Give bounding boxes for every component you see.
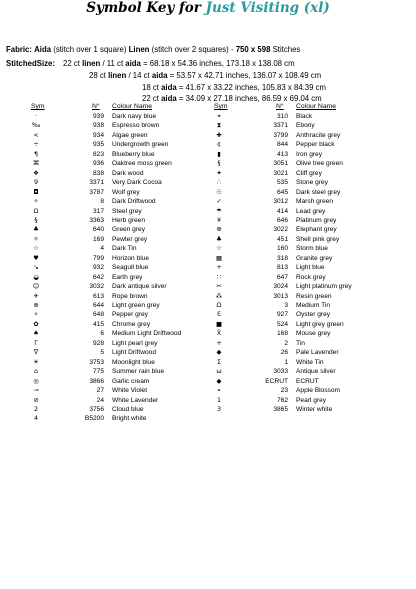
table-row bbox=[0, 329, 416, 338]
colour-name-right: Mouse grey bbox=[296, 330, 331, 338]
colour-name-left: Algae green bbox=[112, 131, 148, 139]
table-row bbox=[0, 348, 416, 357]
header-sym-left: Sym bbox=[31, 103, 45, 110]
table-row bbox=[0, 244, 416, 253]
thread-number-left: 24 bbox=[96, 396, 104, 404]
symbol-right: ∴ bbox=[216, 178, 222, 187]
fabric-aida: Aida bbox=[34, 45, 52, 54]
colour-name-left: Chrome grey bbox=[112, 320, 151, 328]
table-row bbox=[0, 140, 416, 149]
thread-number-left: 27 bbox=[96, 387, 104, 395]
colour-name-right: Stone grey bbox=[296, 179, 328, 187]
thread-number-right: 3022 bbox=[273, 226, 288, 234]
colour-name-right: Cliff grey bbox=[296, 169, 322, 177]
symbol-left: ⌘ bbox=[32, 159, 40, 168]
thread-number-left: 799 bbox=[92, 254, 104, 262]
thread-number-left: 4 bbox=[100, 245, 104, 253]
thread-number-left: 3363 bbox=[89, 216, 104, 224]
size-line bbox=[142, 83, 326, 92]
thread-number-left: 3756 bbox=[89, 405, 104, 413]
colour-name-left: Blueberry blue bbox=[112, 150, 155, 158]
symbol-right: ⌖ bbox=[217, 112, 221, 120]
size-count: 22 ct bbox=[142, 94, 159, 103]
thread-number-left: 8 bbox=[100, 198, 104, 206]
symbol-left: · bbox=[34, 112, 38, 120]
colour-name-left: Pepper grey bbox=[112, 311, 148, 319]
symbol-left: ✧ bbox=[33, 197, 39, 206]
thread-number-left: 3032 bbox=[89, 283, 104, 291]
table-row bbox=[0, 358, 416, 367]
table-row bbox=[0, 377, 416, 386]
symbol-right: § bbox=[217, 159, 221, 168]
colour-name-right: Elephant grey bbox=[296, 226, 337, 234]
thread-number-right: ECRUT bbox=[265, 377, 288, 385]
thread-number-left: 3866 bbox=[89, 377, 104, 385]
size-aida: aida bbox=[125, 59, 141, 68]
table-row bbox=[0, 216, 416, 225]
colour-name-right: Lead grey bbox=[296, 207, 326, 215]
symbol-left: ✈ bbox=[33, 291, 39, 300]
colour-name-left: Dark Tin bbox=[112, 245, 137, 253]
colour-name-left: Very Dark Cocoa bbox=[112, 179, 162, 187]
colour-name-left: Cloud blue bbox=[112, 405, 144, 413]
size-line bbox=[89, 71, 321, 80]
thread-number-right: 413 bbox=[276, 150, 288, 158]
thread-number-left: 642 bbox=[92, 273, 104, 281]
symbol-left: ∇ bbox=[33, 348, 39, 357]
symbol-left: ✿ bbox=[33, 319, 39, 328]
colour-name-left: Seagull blue bbox=[112, 264, 149, 272]
symbol-right: 3 bbox=[216, 404, 222, 413]
symbol-right: Ɛ bbox=[217, 310, 221, 319]
header-name-right: Colour Name bbox=[296, 103, 337, 110]
symbol-right: ¢ bbox=[216, 140, 222, 149]
symbol-left: ♣ bbox=[33, 225, 39, 234]
colour-name-right: Apple Blossom bbox=[296, 387, 340, 395]
size-line bbox=[63, 59, 295, 68]
colour-name-left: Light pearl grey bbox=[112, 339, 158, 347]
colour-name-right: Shell pink grey bbox=[296, 235, 340, 243]
symbol-right: ▦ bbox=[215, 253, 223, 262]
thread-number-right: 813 bbox=[276, 264, 288, 272]
thread-number-right: 168 bbox=[276, 330, 288, 338]
colour-name-right: Pearl grey bbox=[296, 396, 327, 404]
thread-number-right: 927 bbox=[276, 311, 288, 319]
symbol-right: ¥ bbox=[216, 215, 222, 224]
thread-number-right: 762 bbox=[276, 396, 288, 404]
size-slash: / 14 ct bbox=[128, 71, 150, 80]
symbol-left: § bbox=[34, 215, 38, 224]
colour-name-right: Platinum grey bbox=[296, 216, 337, 224]
colour-name-right: Antique silver bbox=[296, 368, 336, 376]
table-row bbox=[0, 386, 416, 395]
symbol-left: ◘ bbox=[33, 187, 39, 196]
fabric-sep: - bbox=[230, 45, 234, 54]
table-row bbox=[0, 178, 416, 187]
symbol-right: ✂ bbox=[216, 282, 222, 291]
thread-number-right: 2 bbox=[284, 339, 288, 347]
fabric-linen-note: (stitch over 2 squares) bbox=[151, 45, 229, 54]
colour-name-right: Medium Tin bbox=[296, 302, 331, 309]
symbol-left: ☼ bbox=[33, 234, 39, 243]
size-line bbox=[142, 94, 322, 103]
thread-number-right: 3033 bbox=[273, 368, 288, 376]
table-row bbox=[0, 225, 416, 234]
symbol-right: ⊕ bbox=[216, 225, 222, 234]
colour-name-right: Pale Lavender bbox=[296, 349, 339, 357]
colour-name-left: Horizon blue bbox=[112, 254, 150, 262]
thread-number-left: 5 bbox=[100, 349, 104, 357]
colour-name-left: Garlic cream bbox=[112, 377, 150, 385]
thread-number-right: 3799 bbox=[273, 131, 288, 139]
colour-name-right: ECRUT bbox=[296, 377, 319, 385]
size-count: 18 ct bbox=[142, 83, 159, 92]
table-row bbox=[0, 169, 416, 178]
colour-name-left: Light Driftwood bbox=[112, 349, 156, 357]
thread-number-right: 160 bbox=[276, 245, 288, 253]
size-dims: = 41.67 x 33.22 inches, 105.83 x 84.39 cm bbox=[178, 83, 327, 92]
title-pattern-name: Just Visiting (xl) bbox=[205, 0, 330, 16]
thread-number-left: 640 bbox=[92, 226, 104, 234]
colour-name-right: Granite grey bbox=[296, 254, 333, 262]
thread-number-right: 646 bbox=[276, 216, 288, 224]
colour-name-left: Earth grey bbox=[112, 273, 143, 281]
thread-number-left: 613 bbox=[92, 292, 104, 300]
colour-name-right: Dark steel grey bbox=[296, 188, 341, 196]
table-row bbox=[0, 396, 416, 405]
symbol-left: 9 bbox=[33, 178, 39, 187]
thread-number-right: 524 bbox=[276, 320, 288, 328]
symbol-right: 1 bbox=[216, 395, 222, 404]
table-row bbox=[0, 301, 416, 310]
thread-number-left: 169 bbox=[92, 235, 104, 243]
symbol-right: ω bbox=[216, 367, 222, 376]
colour-name-right: Oyster grey bbox=[296, 311, 331, 319]
symbol-right: Ω bbox=[216, 301, 222, 309]
table-row bbox=[0, 273, 416, 282]
thread-number-left: 936 bbox=[92, 160, 104, 168]
symbol-right: Ẍ bbox=[216, 329, 222, 338]
thread-number-right: 645 bbox=[276, 188, 288, 196]
size-aida: aida bbox=[161, 83, 177, 92]
header-sym-right: Sym bbox=[214, 103, 228, 110]
symbol-left: ☀ bbox=[33, 357, 39, 366]
colour-name-left: Summer rain blue bbox=[112, 368, 165, 376]
table-row bbox=[0, 197, 416, 206]
colour-name-right: Tin bbox=[296, 339, 305, 347]
symbol-left: ⚬ bbox=[33, 310, 39, 319]
symbol-right: ⧗ bbox=[216, 121, 222, 130]
symbol-right: + bbox=[216, 338, 222, 347]
symbol-left: ♥ bbox=[33, 253, 39, 262]
thread-number-left: 838 bbox=[92, 169, 104, 177]
title-prefix: Symbol Key for bbox=[86, 0, 201, 16]
colour-name-left: Espresso brown bbox=[112, 122, 160, 130]
symbol-right: ☉ bbox=[216, 187, 222, 196]
thread-number-left: 934 bbox=[92, 131, 104, 139]
symbol-right: ✓ bbox=[216, 197, 222, 206]
symbol-left: 4 bbox=[33, 414, 39, 423]
thread-number-right: 3371 bbox=[273, 122, 288, 130]
table-row bbox=[0, 339, 416, 348]
size-dims: = 68.18 x 54.36 inches, 173.18 x 138.08 cm bbox=[143, 59, 295, 68]
thread-number-right: 451 bbox=[276, 235, 288, 243]
table-row bbox=[0, 121, 416, 130]
thread-number-right: 844 bbox=[276, 141, 288, 149]
table-row bbox=[0, 310, 416, 319]
symbol-right: ♣ bbox=[216, 234, 222, 243]
thread-number-right: 3013 bbox=[273, 292, 288, 300]
thread-number-right: 3012 bbox=[273, 198, 288, 206]
table-row bbox=[0, 188, 416, 197]
symbol-left: 2 bbox=[33, 404, 39, 413]
colour-name-right: Iron grey bbox=[296, 150, 323, 158]
table-row bbox=[0, 282, 416, 291]
thread-number-right: 26 bbox=[280, 349, 288, 357]
symbol-right: ⁂ bbox=[215, 291, 223, 300]
colour-name-left: Rope brown bbox=[112, 292, 148, 300]
table-row bbox=[0, 254, 416, 263]
size-count: 28 ct bbox=[89, 71, 106, 80]
colour-name-left: Light green grey bbox=[112, 302, 160, 309]
colour-name-right: Anthracite grey bbox=[296, 131, 341, 139]
header-name-left: Colour Name bbox=[112, 103, 153, 110]
symbol-left: ⌂ bbox=[33, 367, 39, 376]
thread-number-left: 938 bbox=[92, 122, 104, 130]
colour-name-left: Pewter grey bbox=[112, 235, 148, 243]
colour-name-left: Dark Driftwood bbox=[112, 198, 156, 206]
colour-name-left: White Lavender bbox=[112, 396, 159, 404]
symbol-right: ☂ bbox=[216, 206, 222, 215]
symbol-right: ▮ bbox=[217, 149, 221, 158]
table-row bbox=[0, 207, 416, 216]
thread-number-left: 935 bbox=[92, 141, 104, 149]
colour-name-right: Light platinum grey bbox=[296, 283, 352, 291]
colour-name-right: Black bbox=[296, 113, 313, 120]
table-row bbox=[0, 112, 416, 121]
colour-name-right: Winter white bbox=[296, 405, 333, 413]
table-row bbox=[0, 263, 416, 272]
colour-name-left: Dark wood bbox=[112, 169, 144, 177]
symbol-right: ■ bbox=[215, 319, 223, 328]
fabric-linen: Linen bbox=[128, 45, 150, 54]
symbol-right: ✚ bbox=[216, 130, 222, 139]
thread-number-left: 939 bbox=[92, 113, 104, 120]
colour-name-left: Bright white bbox=[112, 415, 147, 423]
thread-number-right: 23 bbox=[280, 387, 288, 395]
size-aida: aida bbox=[151, 71, 168, 80]
stitched-size-label-block bbox=[6, 59, 55, 68]
thread-number-right: 318 bbox=[276, 254, 288, 262]
colour-name-right: Resin green bbox=[296, 292, 332, 300]
thread-number-left: B5200 bbox=[84, 415, 104, 423]
symbol-left: Γ bbox=[34, 338, 38, 347]
colour-name-right: Rock grey bbox=[296, 273, 326, 281]
symbol-right: ◆ bbox=[216, 348, 222, 357]
colour-name-right: Storm blue bbox=[296, 245, 328, 253]
table-row bbox=[0, 159, 416, 168]
stitched-size-label: StitchedSize: bbox=[6, 59, 55, 68]
table-row bbox=[0, 367, 416, 376]
symbol-left: ❖ bbox=[33, 168, 39, 177]
size-linen: linen bbox=[82, 59, 101, 68]
symbol-left: ⊕ bbox=[33, 301, 39, 309]
colour-name-right: White Tin bbox=[296, 358, 324, 366]
colour-name-left: Steel grey bbox=[112, 207, 142, 215]
colour-name-right: Olive tree green bbox=[296, 160, 343, 168]
size-linen: linen bbox=[108, 71, 127, 80]
size-aida: aida bbox=[161, 94, 177, 103]
thread-number-right: 3024 bbox=[273, 283, 288, 291]
colour-name-left: Wolf grey bbox=[112, 188, 140, 196]
symbol-left: ☆ bbox=[33, 244, 39, 253]
symbol-left: ☺ bbox=[32, 282, 40, 291]
symbol-left: ♠ bbox=[33, 329, 39, 338]
symbol-right: ∙ bbox=[216, 386, 221, 395]
colour-name-left: Undergrowth green bbox=[112, 141, 169, 149]
thread-number-right: 3 bbox=[284, 302, 288, 309]
thread-number-right: 647 bbox=[276, 273, 288, 281]
symbol-right: + bbox=[216, 263, 222, 272]
symbol-left: < bbox=[33, 130, 39, 139]
table-row bbox=[0, 320, 416, 329]
symbol-right: ∷ bbox=[216, 272, 222, 281]
table-row bbox=[0, 405, 416, 414]
thread-number-left: 3753 bbox=[89, 358, 104, 366]
thread-number-right: 535 bbox=[276, 179, 288, 187]
colour-name-right: Marsh green bbox=[296, 198, 334, 206]
colour-name-right: Light blue bbox=[296, 264, 325, 272]
thread-number-left: 775 bbox=[92, 368, 104, 376]
size-count: 22 ct bbox=[63, 59, 80, 68]
size-dims: = 34.09 x 27.18 inches, 86.59 x 69.04 cm bbox=[178, 94, 322, 103]
symbol-right: ✦ bbox=[216, 168, 222, 177]
symbol-left: ¶ bbox=[33, 149, 39, 158]
colour-name-right: Ebony bbox=[296, 122, 315, 130]
symbol-left: ↘ bbox=[33, 263, 39, 272]
thread-number-right: 3021 bbox=[273, 169, 288, 177]
thread-number-left: 6 bbox=[100, 330, 104, 338]
table-row bbox=[0, 414, 416, 423]
colour-name-left: Green grey bbox=[112, 226, 145, 234]
table-row bbox=[0, 292, 416, 301]
size-dims: = 53.57 x 42.71 inches, 136.07 x 108.49 cm bbox=[169, 71, 322, 80]
table-row bbox=[0, 235, 416, 244]
thread-number-left: 932 bbox=[92, 264, 104, 272]
fabric-aida-note: (stitch over 1 square) bbox=[53, 45, 127, 54]
colour-name-right: Pepper black bbox=[296, 141, 335, 149]
thread-number-right: 1 bbox=[284, 358, 288, 366]
fabric-label: Fabric: bbox=[6, 45, 32, 54]
symbol-right: ☆ bbox=[216, 244, 222, 253]
thread-number-right: 3051 bbox=[273, 160, 288, 168]
thread-number-left: 317 bbox=[92, 207, 104, 215]
symbol-right: ◆ bbox=[216, 376, 222, 385]
symbol-left: ‰ bbox=[31, 121, 41, 130]
colour-name-left: Oaktree moss green bbox=[112, 160, 172, 168]
header-num-right: N° bbox=[276, 103, 284, 110]
thread-number-left: 644 bbox=[92, 302, 104, 309]
symbol-left: ⊸ bbox=[33, 386, 39, 395]
symbol-left: ÷ bbox=[33, 140, 39, 149]
thread-number-left: 928 bbox=[92, 339, 104, 347]
colour-name-right: Light grey green bbox=[296, 320, 344, 328]
thread-number-left: 3371 bbox=[89, 179, 104, 187]
thread-number-right: 3865 bbox=[273, 405, 288, 413]
thread-number-right: 414 bbox=[276, 207, 288, 215]
colour-name-left: Moonlight blue bbox=[112, 358, 155, 366]
fabric-line bbox=[6, 45, 300, 54]
symbol-left: Ω bbox=[33, 206, 39, 215]
symbol-right: Σ bbox=[216, 357, 222, 366]
colour-name-left: Medium Light Driftwood bbox=[112, 330, 182, 338]
header-num-left: N° bbox=[92, 103, 100, 110]
table-row bbox=[0, 131, 416, 140]
colour-name-left: Herb green bbox=[112, 216, 145, 224]
symbol-left: ◒ bbox=[33, 272, 39, 281]
thread-number-left: 648 bbox=[92, 311, 104, 319]
thread-number-right: 310 bbox=[276, 113, 288, 120]
stitch-count: 750 x 598 bbox=[235, 45, 271, 54]
colour-name-left: White Violet bbox=[112, 387, 148, 395]
colour-name-left: Dark antique silver bbox=[112, 283, 167, 291]
thread-number-left: 823 bbox=[92, 150, 104, 158]
table-row bbox=[0, 150, 416, 159]
thread-number-left: 415 bbox=[92, 320, 104, 328]
symbol-left: ⊘ bbox=[33, 395, 39, 404]
page-title bbox=[0, 0, 416, 17]
colour-name-left: Dark navy blue bbox=[112, 113, 156, 120]
thread-number-left: 3787 bbox=[89, 188, 104, 196]
stitch-count-label: Stitches bbox=[272, 45, 301, 54]
symbol-left: ◎ bbox=[33, 376, 39, 385]
size-slash: / 11 ct bbox=[102, 59, 124, 68]
